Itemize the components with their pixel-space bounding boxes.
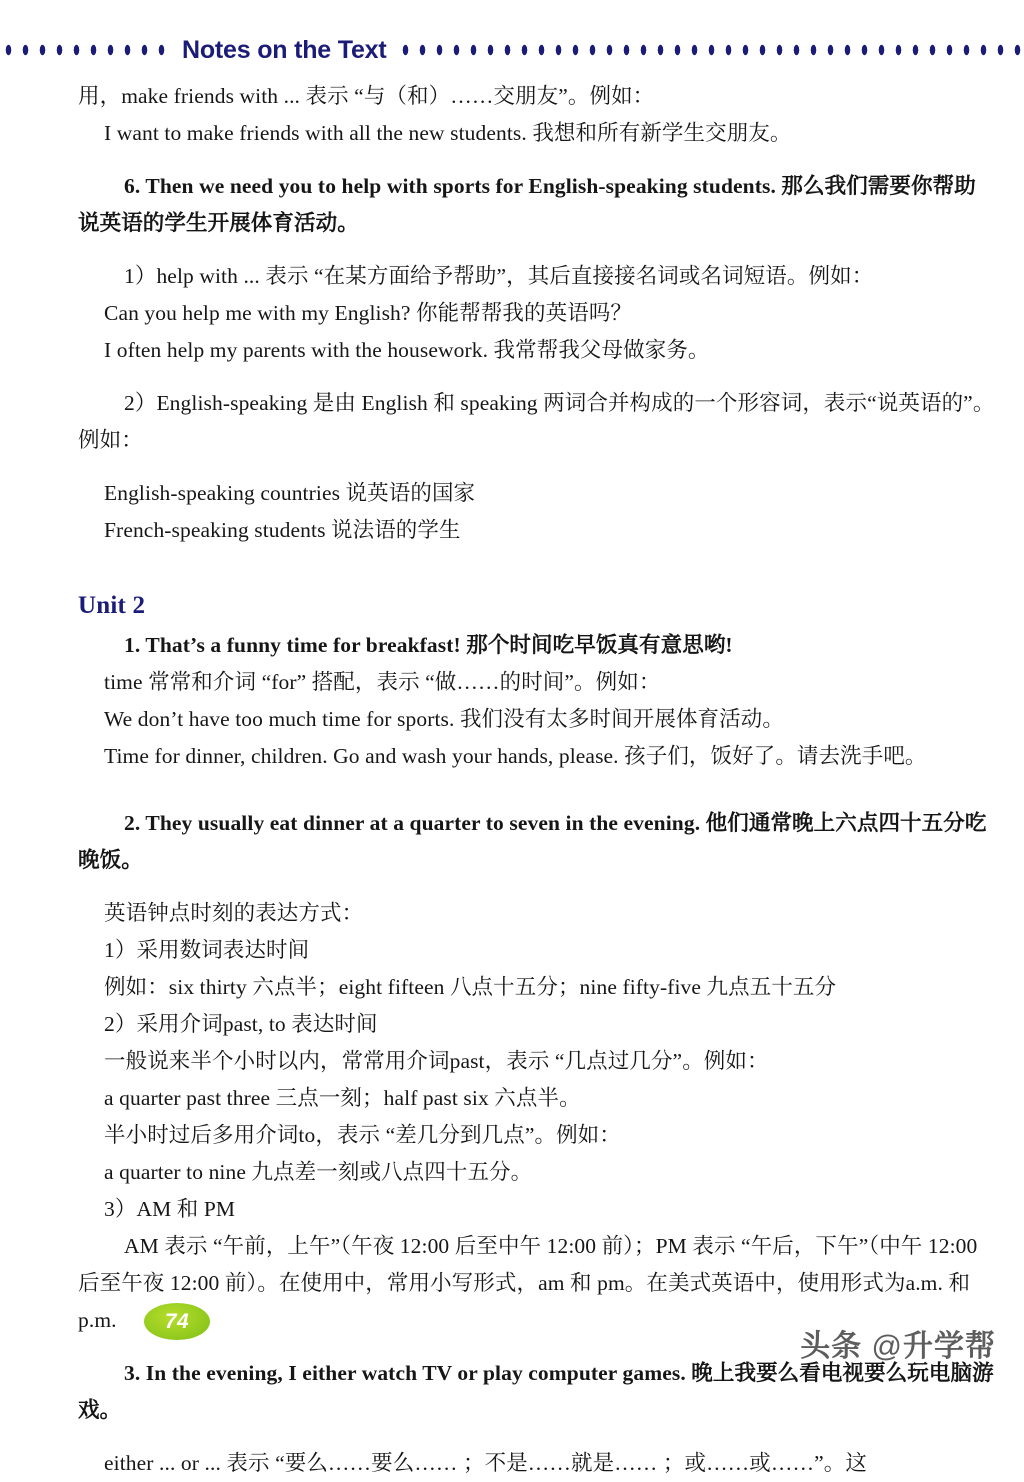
note-item-heading: 3. In the evening, I either watch TV or play computer games. 晚上我要么看电视要么玩电脑游戏。 [78,1355,996,1429]
page-header [0,34,1024,66]
note-line: 1）采用数词表达时间 [78,932,996,969]
unit-heading: Unit 2 [78,589,996,623]
note-item-heading: 1. That’s a funny time for breakfast! 那个时间吃早饭真有意思哟! [78,627,996,664]
page-title: Notes on the Text [172,36,397,65]
page-body [78,78,996,1482]
example-line: English-speaking countries 说英语的国家 [78,475,996,512]
note-line: 2）采用介词past, to 表达时间 [78,1006,996,1043]
note-line: Time for dinner, children. Go and wash your hands, please. 孩子们，饭好了。请去洗手吧。 [78,738,996,775]
header-dotted-rule-left [0,34,172,66]
example-line: a quarter past three 三点一刻；half past six 六点半。 [78,1080,996,1117]
watermark-account: 升学帮 [903,1330,996,1363]
note-line: We don’t have too much time for sports. 我们没有太多时间开展体育活动。 [78,701,996,738]
note-item-heading: 6. Then we need you to help with sports for English-speaking students. 那么我们需要你帮助说英语的学生开展体育活动。 [78,168,996,242]
note-line: 英语钟点时刻的表达方式： [78,895,996,932]
example-line: a quarter to nine 九点差一刻或八点四十五分。 [78,1154,996,1191]
note-line: 用，make friends with ... 表示 “与（和）……交朋友”。例如： [78,78,996,115]
note-line: 2）English-speaking 是由 English 和 speaking 两词合并构成的一个形容词，表示“说英语的”。例如： [78,385,996,459]
example-line: 例如：six thirty 六点半；eight fifteen 八点十五分；nine fifty-five 九点五十五分 [78,969,996,1006]
watermark-at-symbol: @ [872,1330,903,1363]
note-line: Can you help me with my English? 你能帮帮我的英语吗？ [78,295,996,332]
note-line: 一般说来半个小时以内，常常用介词past，表示 “几点过几分”。例如： [78,1043,996,1080]
note-line: 1）help with ... 表示 “在某方面给予帮助”，其后直接接名词或名词短语。例如： [78,258,996,295]
watermark [800,1321,996,1365]
example-line: French-speaking students 说法语的学生 [78,512,996,549]
note-line: AM 表示 “午前，上午”（午夜 12:00 后至中午 12:00 前）；PM 表示 “午后，下午”（中午 12:00 后至午夜 12:00 前）。在使用中，常用小写形式，am 和 pm。在美式英语中，使用形式为a.m. 和p.m. [78,1228,996,1339]
note-line: either ... or ... 表示 “要么……要么…… ；不是……就是…… ；或……或……”。这 [78,1445,996,1482]
note-item-heading: 2. They usually eat dinner at a quarter to seven in the evening. 他们通常晚上六点四十五分吃晚饭。 [78,805,996,879]
note-line: I want to make friends with all the new students. 我想和所有新学生交朋友。 [78,115,996,152]
note-line: I often help my parents with the housework. 我常帮我父母做家务。 [78,332,996,369]
page-number-badge [144,1303,210,1340]
watermark-prefix: 头条 [800,1330,862,1363]
note-line: 半小时过后多用介词to，表示 “差几分到几点”。例如： [78,1117,996,1154]
note-line: time 常常和介词 “for” 搭配，表示 “做……的时间”。例如： [78,664,996,701]
header-dotted-rule-right [397,34,1024,66]
page-number-label: 74 [165,1310,189,1334]
note-line: 3）AM 和 PM [78,1191,996,1228]
